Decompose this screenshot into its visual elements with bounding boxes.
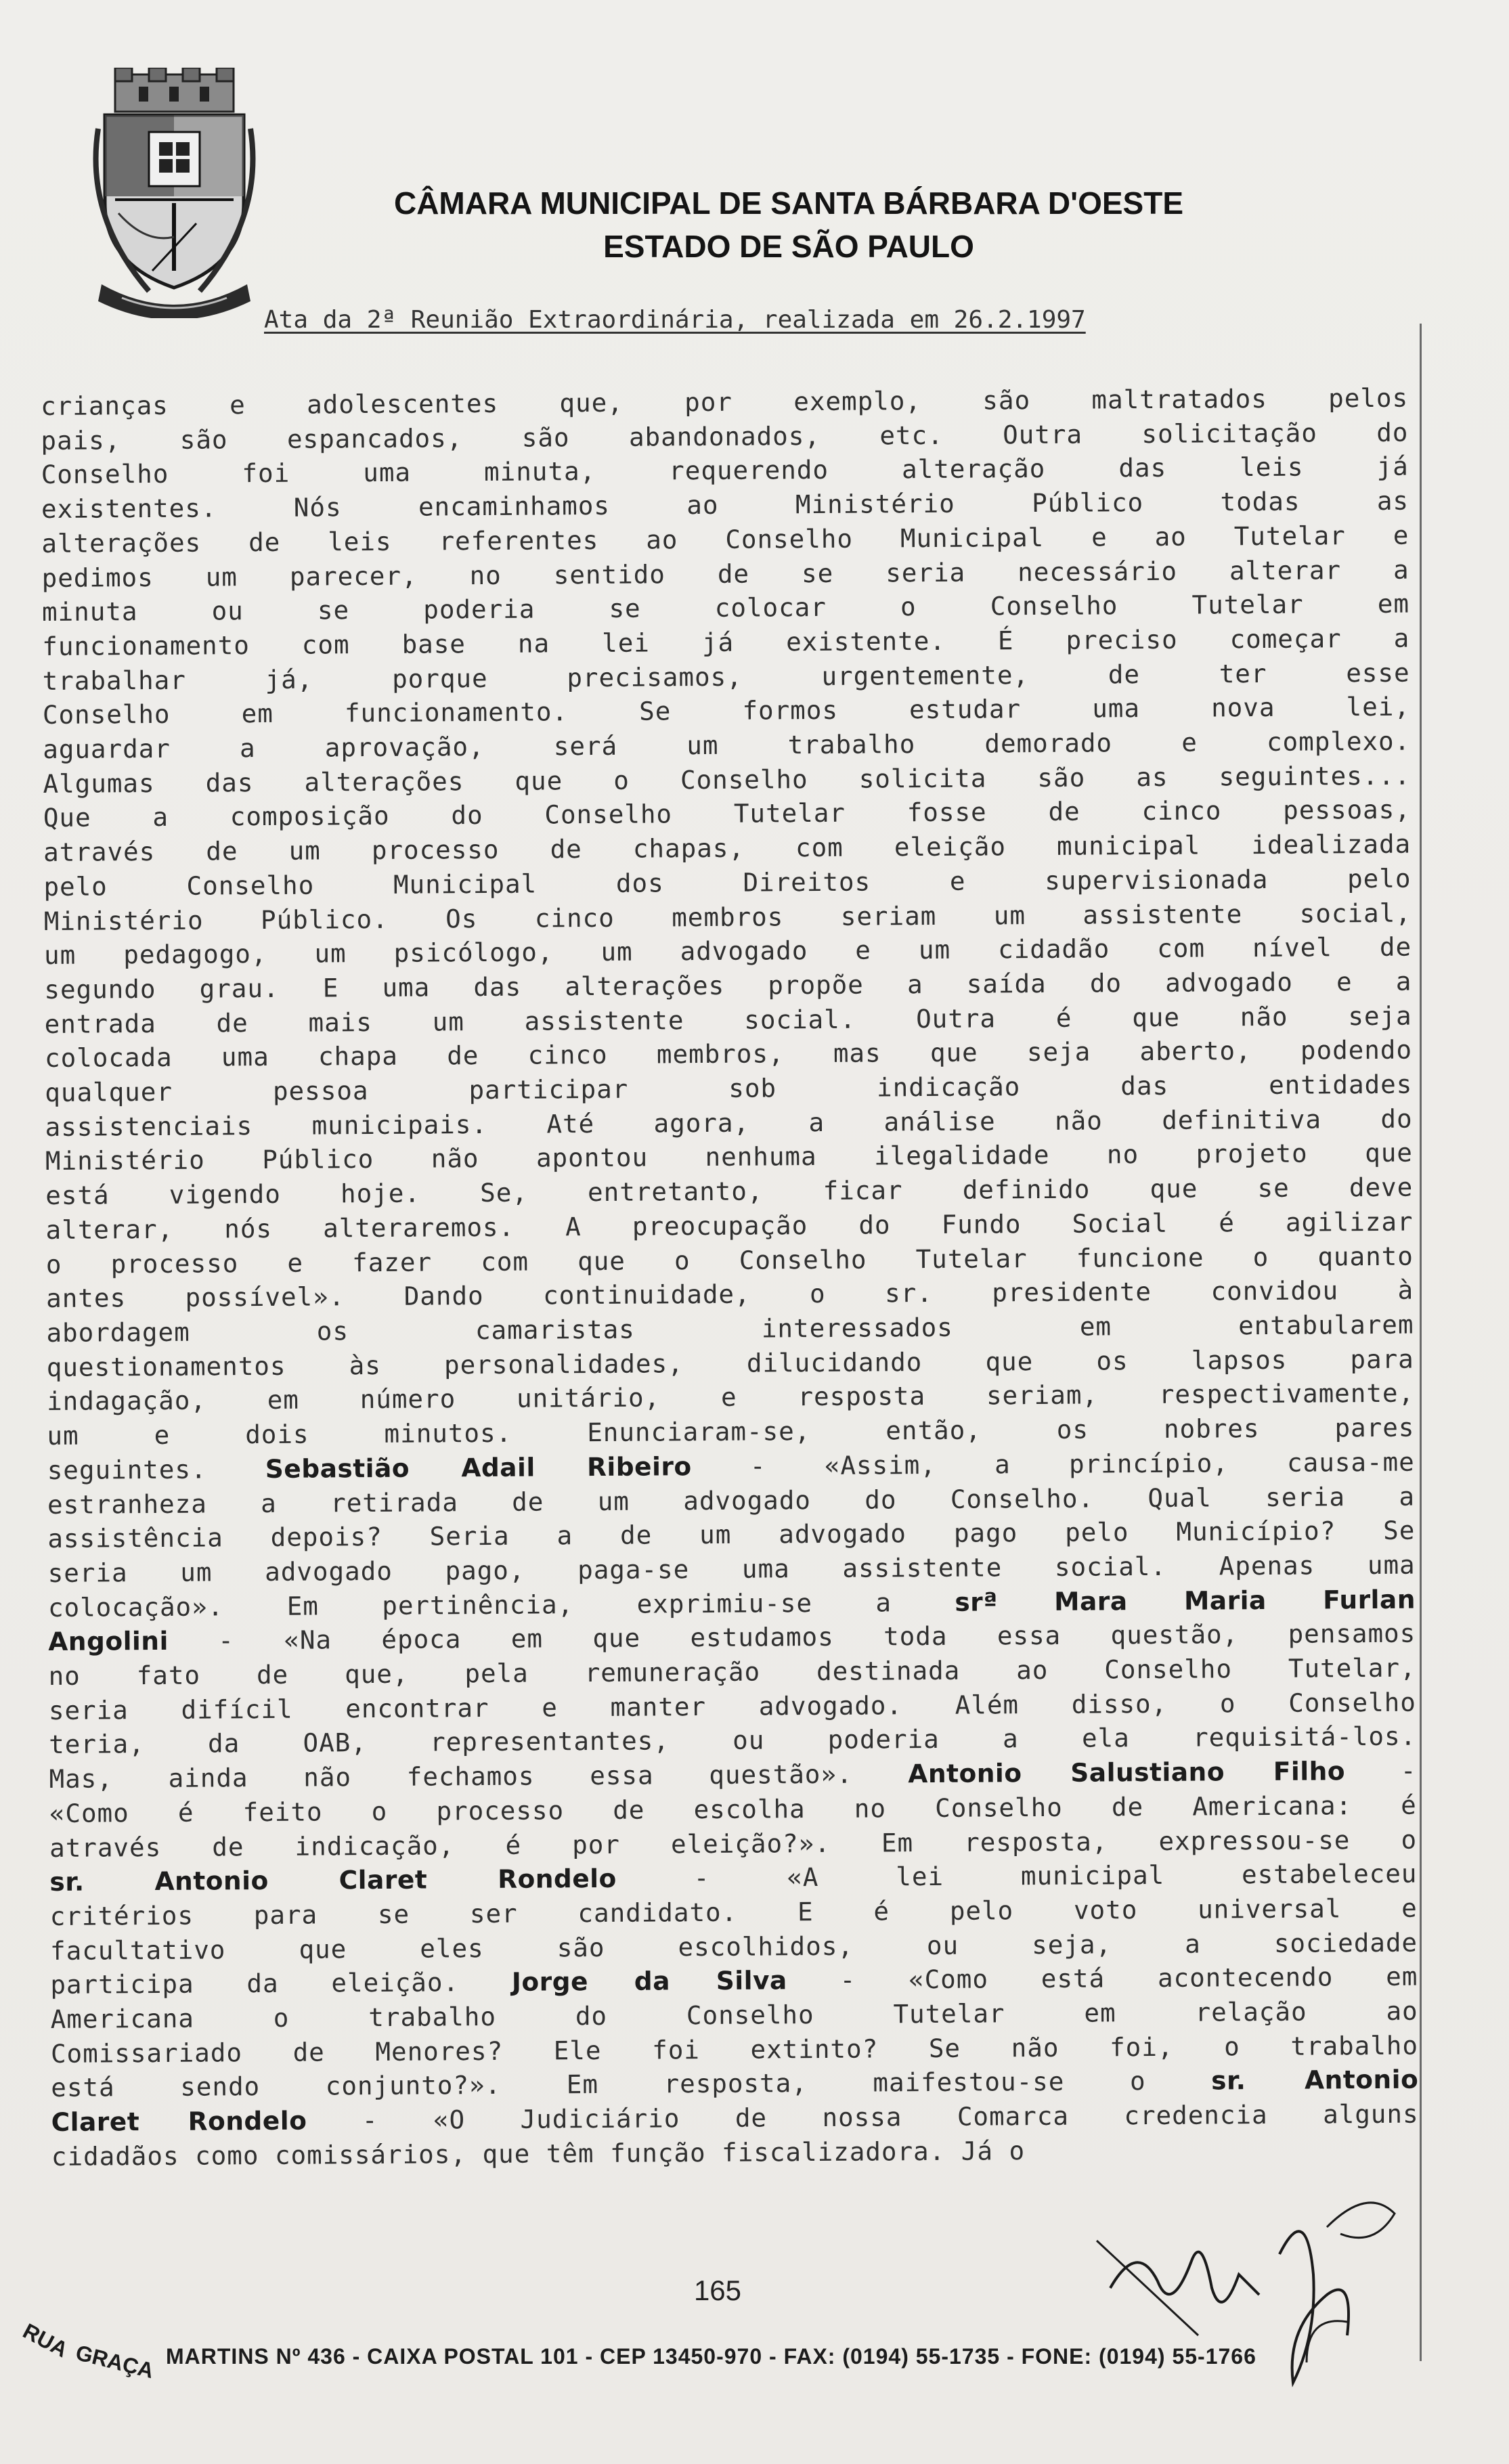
body-line: segundo grau. E uma das alterações propõe a saída do advogado e a — [44, 966, 1412, 1005]
body-line: através de um processo de chapas, com eleição municipal idealizada — [43, 829, 1412, 868]
body-line: abordagem os camaristas interessados em entabularem — [46, 1309, 1414, 1348]
body-text-run: - «Assim, a princípio, causa-me — [691, 1447, 1415, 1481]
footer-address — [19, 2318, 1486, 2393]
body-line: aguardar a aprovação, será um trabalho demorado e complexo. — [43, 726, 1411, 765]
body-line: assistenciais municipais. Até agora, a análise não definitiva do — [45, 1103, 1413, 1142]
footer-street-part2: GRAÇA — [73, 2340, 156, 2383]
body-text-run: participa da eleição. — [50, 1967, 512, 2000]
institution-name: CÂMARA MUNICIPAL DE SANTA BÁRBARA D'OESTE — [393, 185, 1184, 221]
body-line: existentes. Nós encaminhamos ao Ministério Público todas as — [41, 485, 1409, 525]
body-text-run: está sendo conjunto?». Em resposta, maifestou-se o — [51, 2065, 1212, 2103]
body-text-run: colocação». Em pertinência, exprimiu-se a — [47, 1587, 955, 1623]
body-text-run: - «O Judiciário de nossa Comarca credencia alguns — [307, 2098, 1419, 2136]
body-line: pelo Conselho Municipal dos Direitos e supervisionada pelo — [43, 863, 1412, 902]
speaker-name: Antonio Salustiano Filho — [908, 1756, 1346, 1789]
speaker-name: Angolini — [48, 1626, 169, 1657]
body-line: um e dois minutos. Enunciaram-se, então, os nobres pares — [47, 1412, 1415, 1451]
body-line: crianças e adolescentes que, por exemplo, são maltratados pelos — [41, 382, 1409, 421]
speaker-name: sr. Antonio — [1211, 2065, 1419, 2096]
body-line: alterar, nós alteraremos. A preocupação do Fundo Social é agilizar — [45, 1206, 1414, 1245]
body-line: Comissariado de Menores? Ele foi extinto? Se não foi, o trabalho — [50, 2030, 1419, 2069]
body-line: minuta ou se poderia se colocar o Conselho Tutelar em — [41, 588, 1410, 628]
body-line: critérios para se ser candidato. E é pelo voto universal e — [49, 1893, 1418, 1931]
body-text-run: Mas, ainda não fechamos essa questão». — [49, 1759, 909, 1795]
body-line: funcionamento com base na lei já existente. É preciso começar a — [42, 623, 1410, 661]
body-line: «Como é feito o processo de escolha no Conselho de Americana: é — [49, 1790, 1417, 1828]
body-line: Ministério Público. Os cinco membros seriam um assistente social, — [43, 898, 1412, 936]
speaker-name: Sebastião Adail Ribeiro — [265, 1451, 692, 1484]
header-title-block — [369, 181, 1208, 268]
speaker-name: srª Mara Maria Furlan — [955, 1584, 1416, 1617]
speaker-name: sr. Antonio Claret Rondelo — [49, 1864, 617, 1897]
body-line: seria difícil encontrar e manter advogado. Além disso, o Conselho — [48, 1687, 1417, 1725]
body-line: qualquer pessoa participar sob indicação das entidades — [45, 1069, 1413, 1108]
minutes-title-line — [264, 306, 1415, 334]
body-line: cidadãos como comissários, que têm função fiscalizadora. Já o — [51, 2136, 1026, 2172]
body-line: o processo e fazer com que o Conselho Tutelar funcione o quanto — [45, 1241, 1414, 1279]
body-line: Ministério Público não apontou nenhuma ilegalidade no projeto que — [45, 1138, 1414, 1176]
body-line: teria, da OAB, representantes, ou poderia a ela requisitá-los. — [49, 1721, 1417, 1760]
body-line: Americana o trabalho do Conselho Tutelar em relação ao — [50, 1996, 1418, 2035]
body-line: Conselho em funcionamento. Se formos estudar uma nova lei, — [42, 691, 1411, 730]
page-number: 165 — [693, 2274, 742, 2306]
body-line: antes possível». Dando continuidade, o sr. presidente convidou à — [46, 1275, 1414, 1314]
body-line: está vigendo hoje. Se, entretanto, ficar definido que se deve — [45, 1172, 1414, 1211]
body-text-run: seguintes. — [47, 1453, 265, 1485]
body-line: estranheza a retirada de um advogado do Conselho. Qual seria a — [47, 1481, 1416, 1520]
body-line: facultativo que eles são escolhidos, ou seja, a sociedade — [49, 1927, 1418, 1966]
body-line: pais, são espancados, são abandonados, etc. Outra solicitação do — [41, 417, 1409, 456]
body-line: indagação, em número unitário, e resposta seriam, respectivamente, — [47, 1378, 1415, 1417]
margin-rule — [1420, 324, 1422, 2361]
minutes-body-text — [41, 381, 1419, 2174]
state-name: ESTADO DE SÃO PAULO — [603, 229, 974, 264]
footer-address-text: MARTINS Nº 436 - CAIXA POSTAL 101 - CEP 13450-970 - FAX: (0194) 55-1735 - FONE: (0194) 55-1766 — [166, 2344, 1256, 2369]
body-line: Que a composição do Conselho Tutelar fosse de cinco pessoas, — [43, 795, 1411, 833]
body-line: seria um advogado pago, paga-se uma assistente social. Apenas uma — [47, 1549, 1416, 1588]
speaker-name: Jorge da Silva — [511, 1965, 787, 1998]
body-text-run: - «Como está acontecendo em — [787, 1961, 1418, 1996]
body-line: alterações de leis referentes ao Conselho Municipal e ao Tutelar e — [41, 520, 1409, 558]
body-line: entrada de mais um assistente social. Outra é que não seja — [44, 1000, 1412, 1039]
body-line: pedimos um parecer, no sentido de se seria necessário alterar a — [41, 554, 1409, 593]
body-line: colocada uma chapa de cinco membros, mas que seja aberto, podendo — [44, 1035, 1413, 1074]
body-text-run: - «A lei municipal estabeleceu — [616, 1858, 1418, 1894]
body-text-run: - «Na época em que estudamos toda essa questão, pensamos — [168, 1618, 1416, 1656]
speaker-name: Claret Rondelo — [51, 2105, 307, 2138]
body-line: através de indicação, é por eleição?». Em resposta, expressou-se o — [49, 1824, 1418, 1863]
body-line: no fato de que, pela remuneração destinada ao Conselho Tutelar, — [48, 1652, 1416, 1691]
minutes-title: Ata da 2ª Reunião Extraordinária, realizada em 26.2.1997 — [264, 306, 1086, 334]
municipal-coat-of-arms — [85, 68, 264, 318]
body-line: Algumas das alterações que o Conselho solicita são as seguintes... — [43, 760, 1411, 799]
body-line: questionamentos às personalidades, dilucidando que os lapsos para — [46, 1344, 1414, 1382]
body-text-run: - — [1344, 1755, 1417, 1786]
footer-street-part1: RUA — [19, 2318, 72, 2362]
body-line: um pedagogo, um psicólogo, um advogado e um cidadão com nível de — [43, 931, 1412, 971]
body-line: assistência depois? Seria a de um advogado pago pelo Município? Se — [47, 1515, 1416, 1554]
body-line: trabalhar já, porque precisamos, urgentemente, de ter esse — [42, 657, 1410, 696]
body-line: Conselho foi uma minuta, requerendo alteração das leis já — [41, 452, 1409, 490]
